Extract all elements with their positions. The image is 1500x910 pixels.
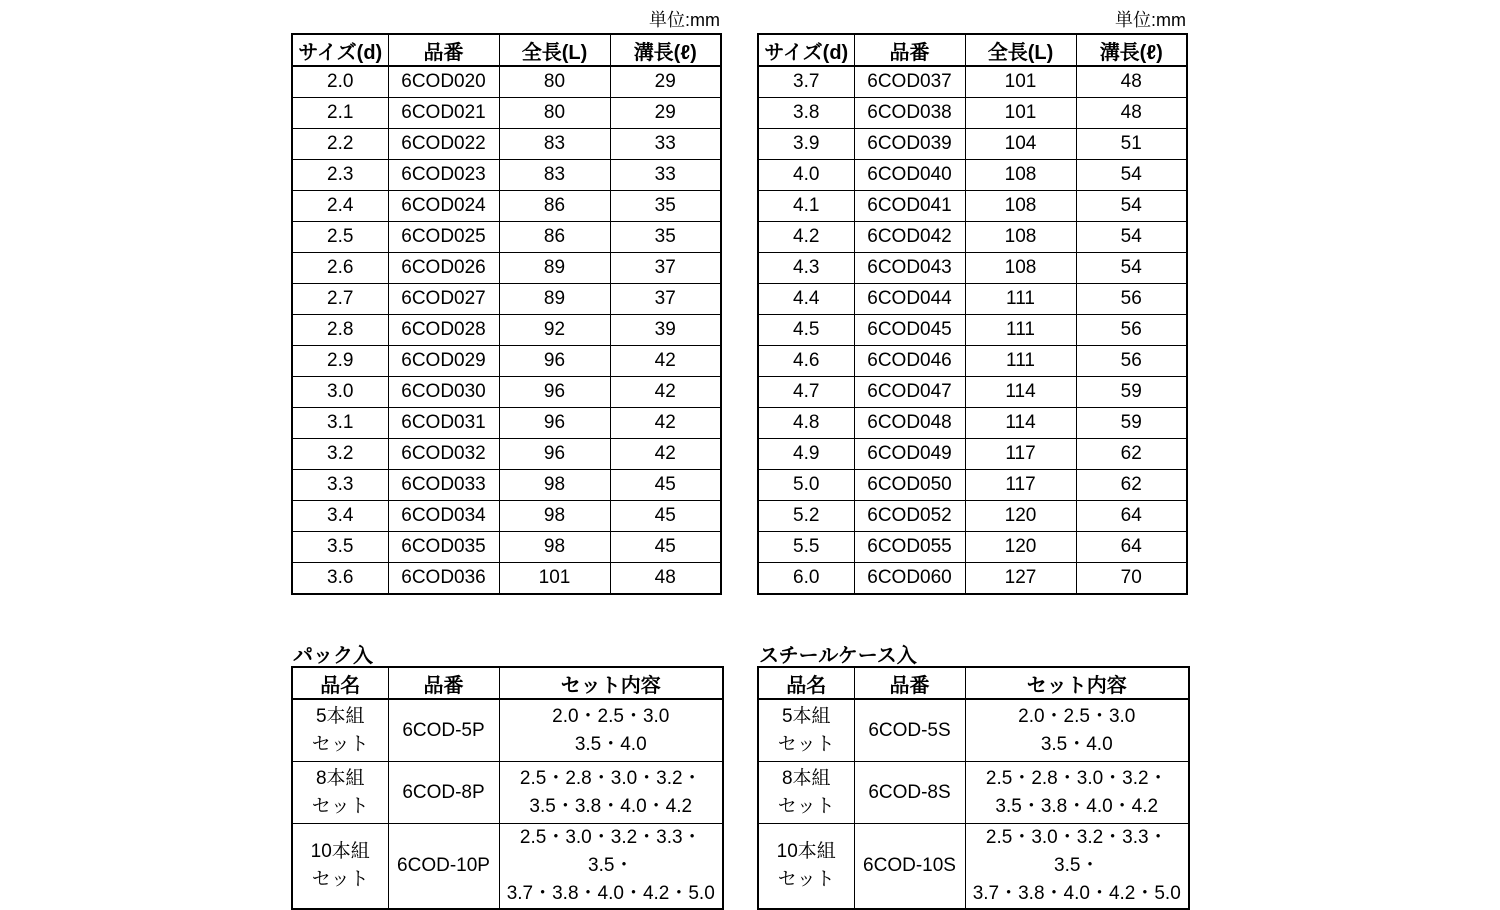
- set-header-row: [758, 667, 1189, 699]
- name-line: 5本組: [781, 705, 831, 727]
- cell-part-number: 6COD022: [388, 129, 499, 160]
- cell-flute-length: 29: [610, 98, 721, 129]
- cell-total-length: 111: [965, 284, 1076, 315]
- cell-flute-length: 42: [610, 408, 721, 439]
- cell-size: 4.6: [758, 346, 854, 377]
- cell-part-number: 6COD038: [854, 98, 965, 129]
- table-row: [758, 563, 1187, 595]
- cell-part-number: 6COD033: [388, 470, 499, 501]
- spec-header-row: [292, 34, 721, 66]
- cell-part-number: 6COD032: [388, 439, 499, 470]
- table-row: [292, 699, 723, 762]
- cell-product-name: [758, 824, 854, 910]
- cell-flute-length: 29: [610, 66, 721, 98]
- cell-part-number: 6COD020: [388, 66, 499, 98]
- table-row: [292, 408, 721, 439]
- unit-label-left: 単位:mm: [649, 10, 720, 30]
- cell-total-length: 111: [965, 315, 1076, 346]
- cell-flute-length: 70: [1076, 563, 1187, 595]
- name-line: 10本組: [776, 841, 836, 862]
- cell-flute-length: 62: [1076, 470, 1187, 501]
- cell-total-length: 98: [499, 532, 610, 563]
- cell-part-number: 6COD025: [388, 222, 499, 253]
- table-row: [292, 160, 721, 191]
- cell-product-name: [292, 699, 388, 762]
- cell-part-number: 6COD043: [854, 253, 965, 284]
- cell-flute-length: 59: [1076, 408, 1187, 439]
- table-row: [758, 346, 1187, 377]
- cell-total-length: 127: [965, 563, 1076, 595]
- cell-part-number: 6COD-5S: [854, 699, 965, 762]
- contents-line: 3.5・4.0: [574, 733, 647, 755]
- cell-total-length: 114: [965, 408, 1076, 439]
- cell-size: 4.5: [758, 315, 854, 346]
- cell-size: 2.3: [292, 160, 388, 191]
- table-row: [292, 501, 721, 532]
- cell-part-number: 6COD026: [388, 253, 499, 284]
- table-row: [292, 284, 721, 315]
- cell-total-length: 96: [499, 408, 610, 439]
- cell-total-length: 117: [965, 470, 1076, 501]
- table-row: [758, 408, 1187, 439]
- cell-flute-length: 59: [1076, 377, 1187, 408]
- contents-line: 2.5・3.0・3.2・3.3・3.5・: [985, 827, 1168, 876]
- cell-total-length: 92: [499, 315, 610, 346]
- cell-part-number: 6COD023: [388, 160, 499, 191]
- cell-flute-length: 45: [610, 532, 721, 563]
- cell-total-length: 96: [499, 377, 610, 408]
- pack-title: パック入: [293, 645, 373, 667]
- contents-line: 3.7・3.8・4.0・4.2・5.0: [972, 883, 1181, 904]
- name-line: セット: [777, 733, 835, 755]
- cell-size: 2.6: [292, 253, 388, 284]
- cell-part-number: 6COD-10S: [854, 824, 965, 910]
- cell-size: 2.7: [292, 284, 388, 315]
- cell-product-name: [758, 699, 854, 762]
- cell-flute-length: 37: [610, 253, 721, 284]
- contents-line: 3.5・4.0: [1040, 733, 1113, 755]
- cell-total-length: 108: [965, 160, 1076, 191]
- cell-total-length: 101: [965, 98, 1076, 129]
- cell-part-number: 6COD024: [388, 191, 499, 222]
- cell-flute-length: 39: [610, 315, 721, 346]
- cell-size: 4.0: [758, 160, 854, 191]
- name-line: 5本組: [315, 705, 365, 727]
- cell-total-length: 117: [965, 439, 1076, 470]
- header-total-length: 全長(L): [965, 34, 1076, 66]
- cell-size: 4.3: [758, 253, 854, 284]
- cell-size: 3.0: [292, 377, 388, 408]
- cell-total-length: 89: [499, 253, 610, 284]
- table-row: [758, 439, 1187, 470]
- cell-size: 6.0: [758, 563, 854, 595]
- table-row: [758, 377, 1187, 408]
- cell-flute-length: 54: [1076, 160, 1187, 191]
- pack-set-table: [291, 666, 724, 910]
- cell-size: 4.4: [758, 284, 854, 315]
- cell-total-length: 120: [965, 532, 1076, 563]
- cell-set-contents: [965, 699, 1189, 762]
- cell-flute-length: 56: [1076, 346, 1187, 377]
- cell-product-name: [292, 824, 388, 910]
- contents-line: 3.5・3.8・4.0・4.2: [995, 795, 1159, 817]
- table-row: [292, 98, 721, 129]
- cell-part-number: 6COD050: [854, 470, 965, 501]
- cell-size: 4.2: [758, 222, 854, 253]
- cell-size: 2.9: [292, 346, 388, 377]
- cell-flute-length: 35: [610, 222, 721, 253]
- cell-part-number: 6COD029: [388, 346, 499, 377]
- name-line: 10本組: [310, 841, 370, 862]
- cell-part-number: 6COD031: [388, 408, 499, 439]
- cell-flute-length: 54: [1076, 222, 1187, 253]
- cell-flute-length: 48: [610, 563, 721, 595]
- header-part-number: 品番: [388, 34, 499, 66]
- cell-flute-length: 64: [1076, 501, 1187, 532]
- cell-size: 3.1: [292, 408, 388, 439]
- cell-product-name: [758, 762, 854, 824]
- cell-part-number: 6COD-10P: [388, 824, 499, 910]
- table-row: [292, 66, 721, 98]
- cell-flute-length: 48: [1076, 98, 1187, 129]
- cell-set-contents: [965, 762, 1189, 824]
- cell-size: 3.6: [292, 563, 388, 595]
- header-part-number: 品番: [854, 667, 965, 699]
- cell-total-length: 80: [499, 66, 610, 98]
- cell-flute-length: 33: [610, 129, 721, 160]
- cell-part-number: 6COD-5P: [388, 699, 499, 762]
- cell-total-length: 104: [965, 129, 1076, 160]
- cell-flute-length: 51: [1076, 129, 1187, 160]
- cell-part-number: 6COD-8P: [388, 762, 499, 824]
- cell-total-length: 83: [499, 129, 610, 160]
- table-row: [292, 377, 721, 408]
- table-row: [292, 315, 721, 346]
- cell-size: 5.2: [758, 501, 854, 532]
- table-row: [758, 532, 1187, 563]
- cell-size: 3.3: [292, 470, 388, 501]
- table-row: [292, 762, 723, 824]
- steel-case-title: スチールケース入: [759, 645, 917, 667]
- cell-size: 3.2: [292, 439, 388, 470]
- cell-flute-length: 42: [610, 377, 721, 408]
- cell-size: 4.7: [758, 377, 854, 408]
- contents-line: 2.0・2.5・3.0: [552, 705, 670, 727]
- cell-total-length: 86: [499, 191, 610, 222]
- cell-part-number: 6COD035: [388, 532, 499, 563]
- name-line: セット: [311, 733, 369, 755]
- table-row: [292, 532, 721, 563]
- cell-size: 3.8: [758, 98, 854, 129]
- cell-total-length: 108: [965, 222, 1076, 253]
- cell-flute-length: 42: [610, 439, 721, 470]
- cell-size: 3.9: [758, 129, 854, 160]
- table-row: [292, 563, 721, 595]
- cell-size: 4.9: [758, 439, 854, 470]
- name-line: 8本組: [315, 767, 365, 789]
- header-total-length: 全長(L): [499, 34, 610, 66]
- table-row: [758, 66, 1187, 98]
- cell-part-number: 6COD041: [854, 191, 965, 222]
- cell-size: 3.4: [292, 501, 388, 532]
- cell-part-number: 6COD021: [388, 98, 499, 129]
- cell-part-number: 6COD052: [854, 501, 965, 532]
- cell-part-number: 6COD045: [854, 315, 965, 346]
- header-flute-length: 溝長(ℓ): [610, 34, 721, 66]
- cell-set-contents: [499, 699, 723, 762]
- spec-table-left: [291, 33, 722, 595]
- cell-product-name: [292, 762, 388, 824]
- cell-total-length: 111: [965, 346, 1076, 377]
- cell-flute-length: 45: [610, 501, 721, 532]
- table-row: [758, 284, 1187, 315]
- cell-part-number: 6COD044: [854, 284, 965, 315]
- cell-flute-length: 56: [1076, 284, 1187, 315]
- cell-total-length: 108: [965, 191, 1076, 222]
- cell-total-length: 101: [499, 563, 610, 595]
- cell-part-number: 6COD060: [854, 563, 965, 595]
- cell-flute-length: 54: [1076, 253, 1187, 284]
- table-row: [758, 191, 1187, 222]
- header-set-contents: セット内容: [499, 667, 723, 699]
- header-size: サイズ(d): [292, 34, 388, 66]
- cell-part-number: 6COD028: [388, 315, 499, 346]
- cell-part-number: 6COD040: [854, 160, 965, 191]
- spec-table-right: [757, 33, 1188, 595]
- table-row: [758, 129, 1187, 160]
- cell-size: 3.5: [292, 532, 388, 563]
- cell-set-contents: [499, 762, 723, 824]
- cell-size: 5.0: [758, 470, 854, 501]
- table-row: [758, 315, 1187, 346]
- cell-total-length: 96: [499, 346, 610, 377]
- cell-total-length: 101: [965, 66, 1076, 98]
- contents-line: 3.7・3.8・4.0・4.2・5.0: [506, 883, 715, 904]
- table-row: [292, 129, 721, 160]
- name-line: セット: [311, 795, 369, 817]
- cell-total-length: 108: [965, 253, 1076, 284]
- cell-total-length: 86: [499, 222, 610, 253]
- table-row: [292, 346, 721, 377]
- cell-total-length: 80: [499, 98, 610, 129]
- table-row: [758, 762, 1189, 824]
- cell-total-length: 89: [499, 284, 610, 315]
- table-row: [292, 253, 721, 284]
- cell-size: 2.4: [292, 191, 388, 222]
- steel-case-set-table: [757, 666, 1190, 910]
- cell-part-number: 6COD039: [854, 129, 965, 160]
- name-line: 8本組: [781, 767, 831, 789]
- cell-size: 3.7: [758, 66, 854, 98]
- cell-total-length: 98: [499, 470, 610, 501]
- cell-size: 2.2: [292, 129, 388, 160]
- table-row: [758, 160, 1187, 191]
- table-row: [758, 98, 1187, 129]
- table-row: [758, 824, 1189, 910]
- cell-part-number: 6COD027: [388, 284, 499, 315]
- contents-line: 2.5・2.8・3.0・3.2・: [985, 767, 1168, 789]
- header-product-name: 品名: [292, 667, 388, 699]
- cell-size: 2.8: [292, 315, 388, 346]
- table-row: [758, 222, 1187, 253]
- name-line: セット: [311, 869, 369, 890]
- header-set-contents: セット内容: [965, 667, 1189, 699]
- cell-flute-length: 56: [1076, 315, 1187, 346]
- cell-part-number: 6COD030: [388, 377, 499, 408]
- name-line: セット: [777, 795, 835, 817]
- cell-set-contents: [499, 824, 723, 910]
- name-line: セット: [777, 869, 835, 890]
- table-row: [758, 253, 1187, 284]
- cell-flute-length: 37: [610, 284, 721, 315]
- unit-label-right: 単位:mm: [1115, 10, 1186, 30]
- cell-size: 2.0: [292, 66, 388, 98]
- table-row: [292, 470, 721, 501]
- cell-size: 2.5: [292, 222, 388, 253]
- table-row: [292, 439, 721, 470]
- header-size: サイズ(d): [758, 34, 854, 66]
- cell-flute-length: 45: [610, 470, 721, 501]
- header-part-number: 品番: [388, 667, 499, 699]
- cell-size: 5.5: [758, 532, 854, 563]
- cell-total-length: 98: [499, 501, 610, 532]
- header-product-name: 品名: [758, 667, 854, 699]
- contents-line: 2.5・3.0・3.2・3.3・3.5・: [519, 827, 702, 876]
- contents-line: 2.5・2.8・3.0・3.2・: [519, 767, 702, 789]
- table-row: [292, 824, 723, 910]
- cell-part-number: 6COD047: [854, 377, 965, 408]
- cell-total-length: 83: [499, 160, 610, 191]
- cell-size: 4.1: [758, 191, 854, 222]
- cell-flute-length: 48: [1076, 66, 1187, 98]
- cell-part-number: 6COD037: [854, 66, 965, 98]
- cell-flute-length: 54: [1076, 191, 1187, 222]
- cell-total-length: 114: [965, 377, 1076, 408]
- cell-part-number: 6COD048: [854, 408, 965, 439]
- cell-set-contents: [965, 824, 1189, 910]
- table-row: [758, 470, 1187, 501]
- contents-line: 3.5・3.8・4.0・4.2: [529, 795, 693, 817]
- cell-part-number: 6COD055: [854, 532, 965, 563]
- cell-part-number: 6COD042: [854, 222, 965, 253]
- table-row: [292, 191, 721, 222]
- cell-flute-length: 62: [1076, 439, 1187, 470]
- cell-part-number: 6COD-8S: [854, 762, 965, 824]
- set-header-row: [292, 667, 723, 699]
- cell-part-number: 6COD036: [388, 563, 499, 595]
- header-flute-length: 溝長(ℓ): [1076, 34, 1187, 66]
- cell-size: 4.8: [758, 408, 854, 439]
- cell-flute-length: 42: [610, 346, 721, 377]
- table-row: [292, 222, 721, 253]
- cell-flute-length: 33: [610, 160, 721, 191]
- cell-part-number: 6COD049: [854, 439, 965, 470]
- cell-flute-length: 35: [610, 191, 721, 222]
- cell-size: 2.1: [292, 98, 388, 129]
- table-row: [758, 699, 1189, 762]
- table-row: [758, 501, 1187, 532]
- header-part-number: 品番: [854, 34, 965, 66]
- cell-part-number: 6COD046: [854, 346, 965, 377]
- cell-flute-length: 64: [1076, 532, 1187, 563]
- contents-line: 2.0・2.5・3.0: [1018, 705, 1136, 727]
- cell-part-number: 6COD034: [388, 501, 499, 532]
- cell-total-length: 120: [965, 501, 1076, 532]
- cell-total-length: 96: [499, 439, 610, 470]
- spec-header-row: [758, 34, 1187, 66]
